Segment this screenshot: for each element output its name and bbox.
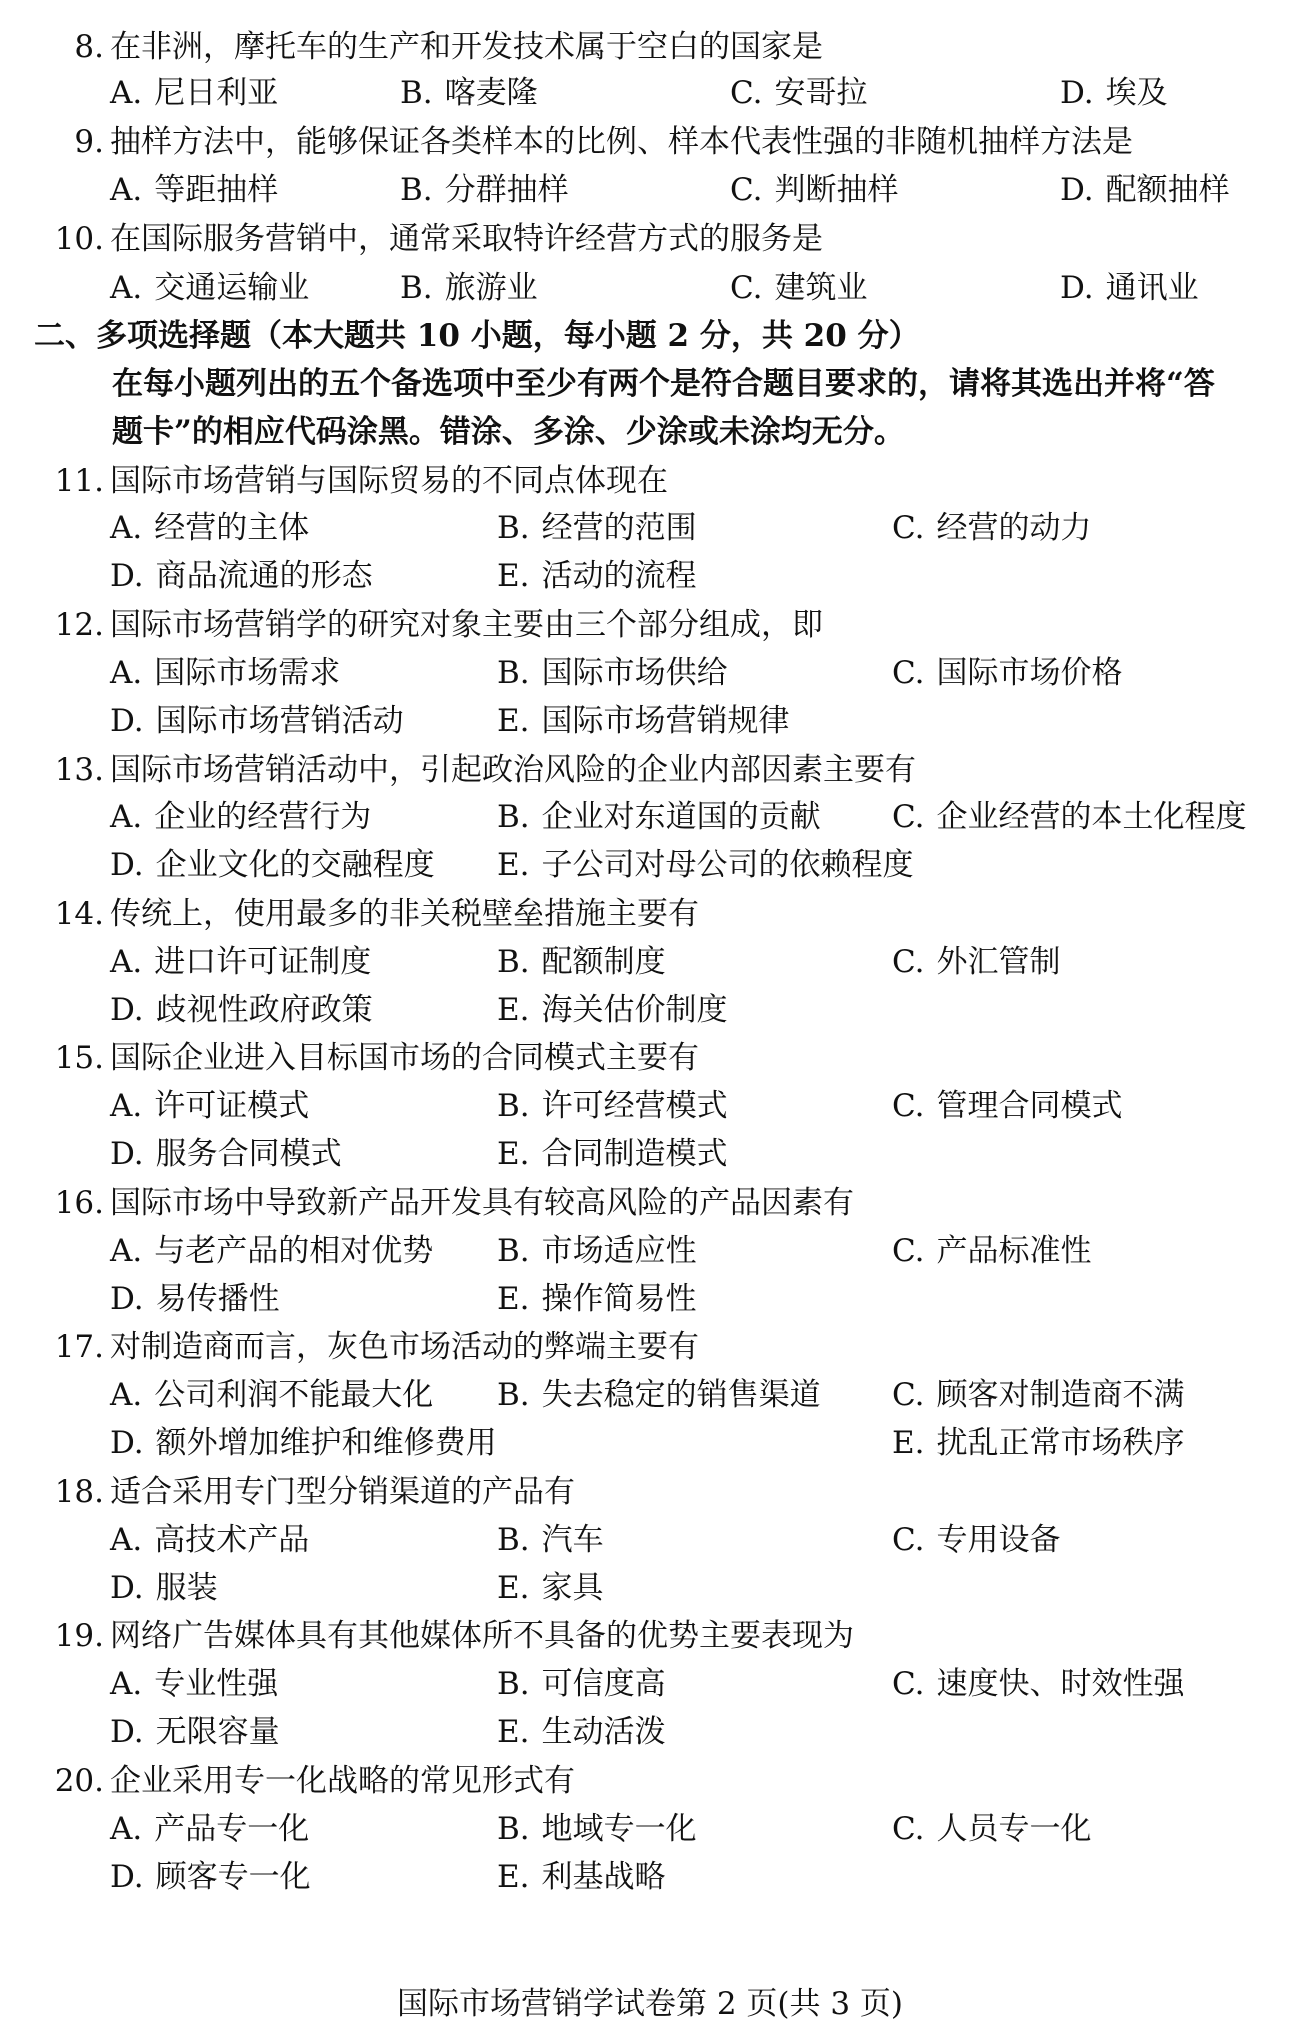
question-text: 国际市场营销学的研究对象主要由三个部分组成，即 — [110, 607, 823, 643]
q20-option-e: E. 利基战略 — [497, 1859, 666, 1895]
question-number: 12. — [54, 607, 104, 643]
q17-option-c: C. 顾客对制造商不满 — [892, 1377, 1185, 1413]
q10-option-c: C. 建筑业 — [730, 270, 868, 306]
q13-option-b: B. 企业对东道国的贡献 — [497, 799, 821, 835]
q15-option-c: C. 管理合同模式 — [892, 1088, 1123, 1124]
q18-option-b: B. 汽车 — [497, 1522, 604, 1558]
question-text: 抽样方法中，能够保证各类样本的比例、样本代表性强的非随机抽样方法是 — [110, 124, 1133, 160]
q12-option-a: A. 国际市场需求 — [110, 655, 341, 691]
question-9 — [34, 122, 1133, 162]
q8-option-c: C. 安哥拉 — [730, 75, 868, 111]
q16-option-e: E. 操作简易性 — [497, 1281, 697, 1317]
q20-option-d: D. 顾客专一化 — [110, 1859, 311, 1895]
q15-option-a: A. 许可证模式 — [110, 1088, 310, 1124]
q12-option-d: D. 国际市场营销活动 — [110, 703, 404, 739]
question-text: 国际市场中导致新产品开发具有较高风险的产品因素有 — [110, 1185, 854, 1221]
question-10 — [34, 219, 823, 259]
q11-option-e: E. 活动的流程 — [497, 558, 697, 594]
question-number: 14. — [54, 896, 104, 932]
q17-option-d: D. 额外增加维护和维修费用 — [110, 1425, 497, 1461]
page-footer: 国际市场营销学试卷第 2 页(共 3 页) — [396, 1986, 904, 2022]
q11-option-b: B. 经营的范围 — [497, 510, 697, 546]
question-14 — [34, 894, 699, 934]
q8-option-b: B. 喀麦隆 — [400, 75, 538, 111]
question-number: 19. — [54, 1618, 104, 1654]
q9-option-d: D. 配额抽样 — [1060, 172, 1230, 208]
question-number: 16. — [54, 1185, 104, 1221]
question-11 — [34, 461, 668, 501]
q19-option-d: D. 无限容量 — [110, 1714, 280, 1750]
q13-option-d: D. 企业文化的交融程度 — [110, 847, 435, 883]
q10-option-b: B. 旅游业 — [400, 270, 538, 306]
q19-option-b: B. 可信度高 — [497, 1666, 666, 1702]
question-13 — [34, 750, 916, 790]
q9-option-a: A. 等距抽样 — [110, 172, 279, 208]
question-number: 11. — [54, 463, 104, 499]
q13-option-c: C. 企业经营的本土化程度 — [892, 799, 1247, 835]
q17-option-b: B. 失去稳定的销售渠道 — [497, 1377, 821, 1413]
q18-option-c: C. 专用设备 — [892, 1522, 1061, 1558]
q8-option-a: A. 尼日利亚 — [110, 75, 279, 111]
q9-option-b: B. 分群抽样 — [400, 172, 569, 208]
question-text: 企业采用专一化战略的常见形式有 — [110, 1763, 575, 1799]
q15-option-d: D. 服务合同模式 — [110, 1136, 342, 1172]
q17-option-e: E. 扰乱正常市场秩序 — [892, 1425, 1185, 1461]
q15-option-e: E. 合同制造模式 — [497, 1136, 728, 1172]
q11-option-c: C. 经营的动力 — [892, 510, 1092, 546]
q16-option-b: B. 市场适应性 — [497, 1233, 697, 1269]
q20-option-a: A. 产品专一化 — [110, 1811, 310, 1847]
question-8 — [34, 27, 823, 67]
question-number: 13. — [54, 752, 104, 788]
q8-option-d: D. 埃及 — [1060, 75, 1168, 111]
section-2-title: 二、多项选择题（本大题共 10 小题，每小题 2 分，共 20 分） — [34, 318, 920, 354]
q14-option-e: E. 海关估价制度 — [497, 992, 728, 1028]
q20-option-c: C. 人员专一化 — [892, 1811, 1092, 1847]
question-19 — [34, 1616, 854, 1656]
question-text: 网络广告媒体具有其他媒体所不具备的优势主要表现为 — [110, 1618, 854, 1654]
question-number: 9. — [74, 124, 104, 160]
q15-option-b: B. 许可经营模式 — [497, 1088, 728, 1124]
q17-option-a: A. 公司利润不能最大化 — [110, 1377, 434, 1413]
q18-option-a: A. 高技术产品 — [110, 1522, 310, 1558]
question-number: 15. — [54, 1040, 104, 1076]
q12-option-b: B. 国际市场供给 — [497, 655, 728, 691]
question-number: 20. — [54, 1763, 104, 1799]
question-text: 对制造商而言，灰色市场活动的弊端主要有 — [110, 1329, 699, 1365]
q19-option-a: A. 专业性强 — [110, 1666, 279, 1702]
question-18 — [34, 1472, 575, 1512]
section-2-instruction-line-2: 题卡”的相应代码涂黑。错涂、多涂、少涂或未涂均无分。 — [112, 414, 905, 450]
q19-option-c: C. 速度快、时效性强 — [892, 1666, 1185, 1702]
question-text: 适合采用专门型分销渠道的产品有 — [110, 1474, 575, 1510]
q18-option-d: D. 服装 — [110, 1570, 218, 1606]
q14-option-a: A. 进口许可证制度 — [110, 944, 372, 980]
question-text: 国际市场营销活动中，引起政治风险的企业内部因素主要有 — [110, 752, 916, 788]
q16-option-d: D. 易传播性 — [110, 1281, 280, 1317]
q14-option-b: B. 配额制度 — [497, 944, 666, 980]
question-20 — [34, 1761, 575, 1801]
question-number: 18. — [54, 1474, 104, 1510]
question-number: 8. — [74, 29, 104, 65]
q9-option-c: C. 判断抽样 — [730, 172, 899, 208]
q11-option-a: A. 经营的主体 — [110, 510, 310, 546]
question-17 — [34, 1327, 699, 1367]
section-2-instruction-line-1: 在每小题列出的五个备选项中至少有两个是符合题目要求的，请将其选出并将“答 — [112, 366, 1215, 402]
q16-option-a: A. 与老产品的相对优势 — [110, 1233, 434, 1269]
q10-option-d: D. 通讯业 — [1060, 270, 1199, 306]
q20-option-b: B. 地域专一化 — [497, 1811, 697, 1847]
q13-option-e: E. 子公司对母公司的依赖程度 — [497, 847, 914, 883]
question-12 — [34, 605, 823, 645]
q11-option-d: D. 商品流通的形态 — [110, 558, 373, 594]
question-number: 10. — [54, 221, 104, 257]
question-16 — [34, 1183, 854, 1223]
q12-option-e: E. 国际市场营销规律 — [497, 703, 790, 739]
q14-option-c: C. 外汇管制 — [892, 944, 1061, 980]
question-text: 在国际服务营销中，通常采取特许经营方式的服务是 — [110, 221, 823, 257]
question-number: 17. — [54, 1329, 104, 1365]
q12-option-c: C. 国际市场价格 — [892, 655, 1123, 691]
question-text: 传统上，使用最多的非关税壁垒措施主要有 — [110, 896, 699, 932]
q16-option-c: C. 产品标准性 — [892, 1233, 1092, 1269]
question-text: 国际企业进入目标国市场的合同模式主要有 — [110, 1040, 699, 1076]
q13-option-a: A. 企业的经营行为 — [110, 799, 372, 835]
question-text: 国际市场营销与国际贸易的不同点体现在 — [110, 463, 668, 499]
question-text: 在非洲，摩托车的生产和开发技术属于空白的国家是 — [110, 29, 823, 65]
q10-option-a: A. 交通运输业 — [110, 270, 310, 306]
question-15 — [34, 1038, 699, 1078]
q18-option-e: E. 家具 — [497, 1570, 604, 1606]
q14-option-d: D. 歧视性政府政策 — [110, 992, 373, 1028]
q19-option-e: E. 生动活泼 — [497, 1714, 666, 1750]
